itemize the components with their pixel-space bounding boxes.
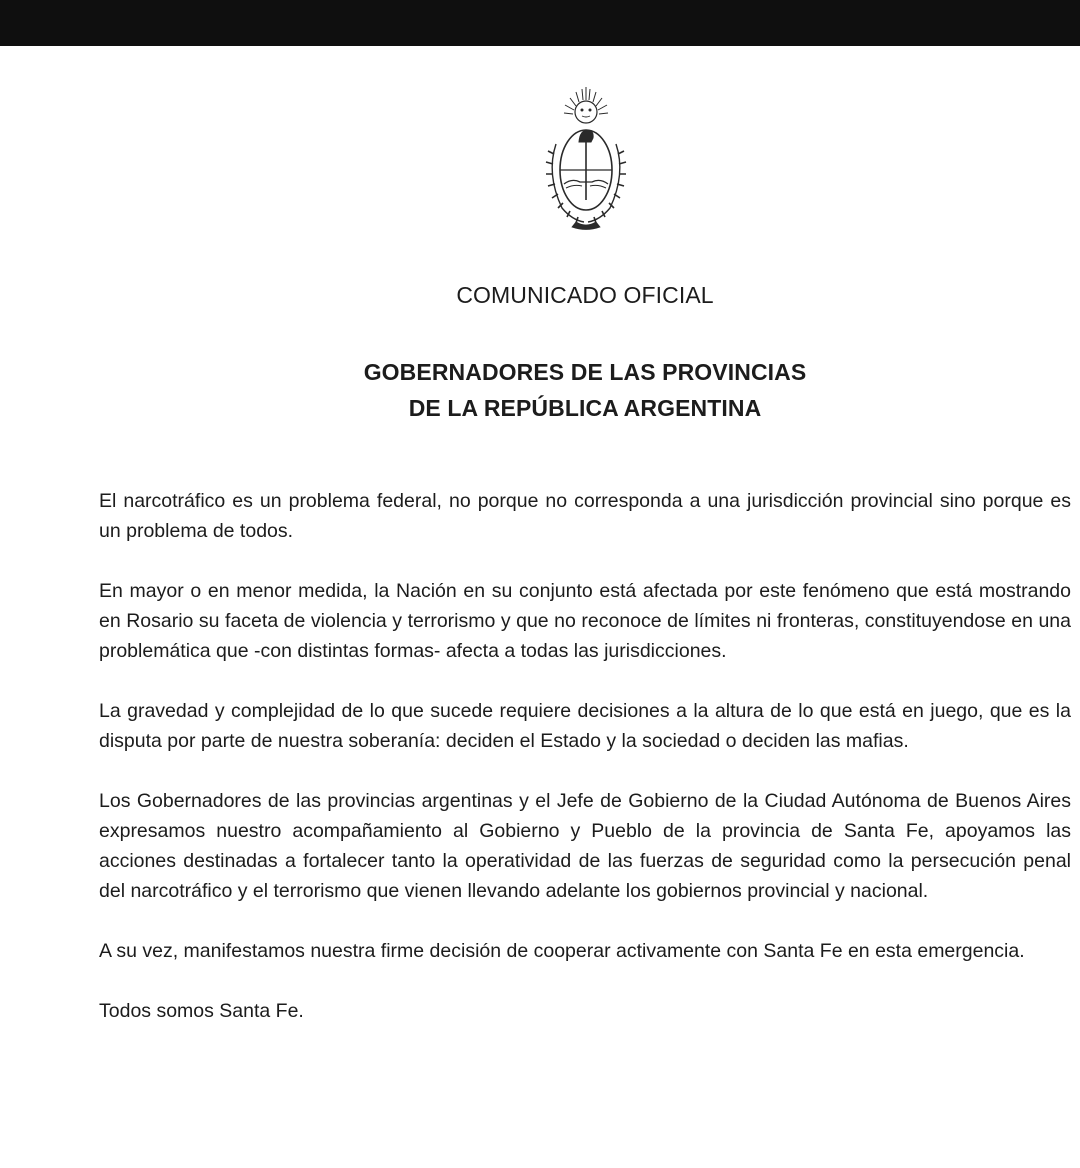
- paragraph: A su vez, manifestamos nuestra firme decisión de cooperar activamente con Santa Fe en esta emergencia.: [99, 940, 1025, 962]
- document-title-line-1: GOBERNADORES DE LAS PROVINCIAS: [363, 359, 807, 385]
- closing-line: Todos somos Santa Fe.: [99, 1000, 304, 1022]
- document-title-line-2: DE LA REPÚBLICA ARGENTINA: [408, 395, 762, 421]
- top-bar: [0, 0, 1080, 46]
- argentine-coat-of-arms-icon: [536, 84, 636, 230]
- paragraph: Los Gobernadores de las provincias argentinas y el Jefe de Gobierno de la Ciudad Autónoma de Buenos Aires expresamos nuestro acompañamiento al Gobierno y Pueblo de la provincia de Santa Fe, apoyamos las acciones destinadas a fortalecer tanto la operatividad de las fuerzas de seguridad como la persecución penal del narcotráfico y el terrorismo que vienen llevando adelante los gobiernos provincial y nacional.: [99, 790, 1071, 902]
- paragraph: El narcotráfico es un problema federal, no porque no corresponda a una jurisdicción provincial sino porque es un problema de todos.: [99, 490, 1071, 542]
- paragraph: En mayor o en menor medida, la Nación en su conjunto está afectada por este fenómeno que está mostrando en Rosario su faceta de violencia y terrorismo y que no reconoce de límites ni fronteras, constituyendose en una problemática que -con distintas formas- afecta a todas las jurisdicciones.: [99, 580, 1071, 662]
- paragraph: La gravedad y complejidad de lo que sucede requiere decisiones a la altura de lo que está en juego, que es la disputa por parte de nuestra soberanía: deciden el Estado y la sociedad o deciden las mafias.: [99, 700, 1071, 752]
- document-label: COMUNICADO OFICIAL: [456, 282, 714, 308]
- statement-body: [99, 486, 1071, 1056]
